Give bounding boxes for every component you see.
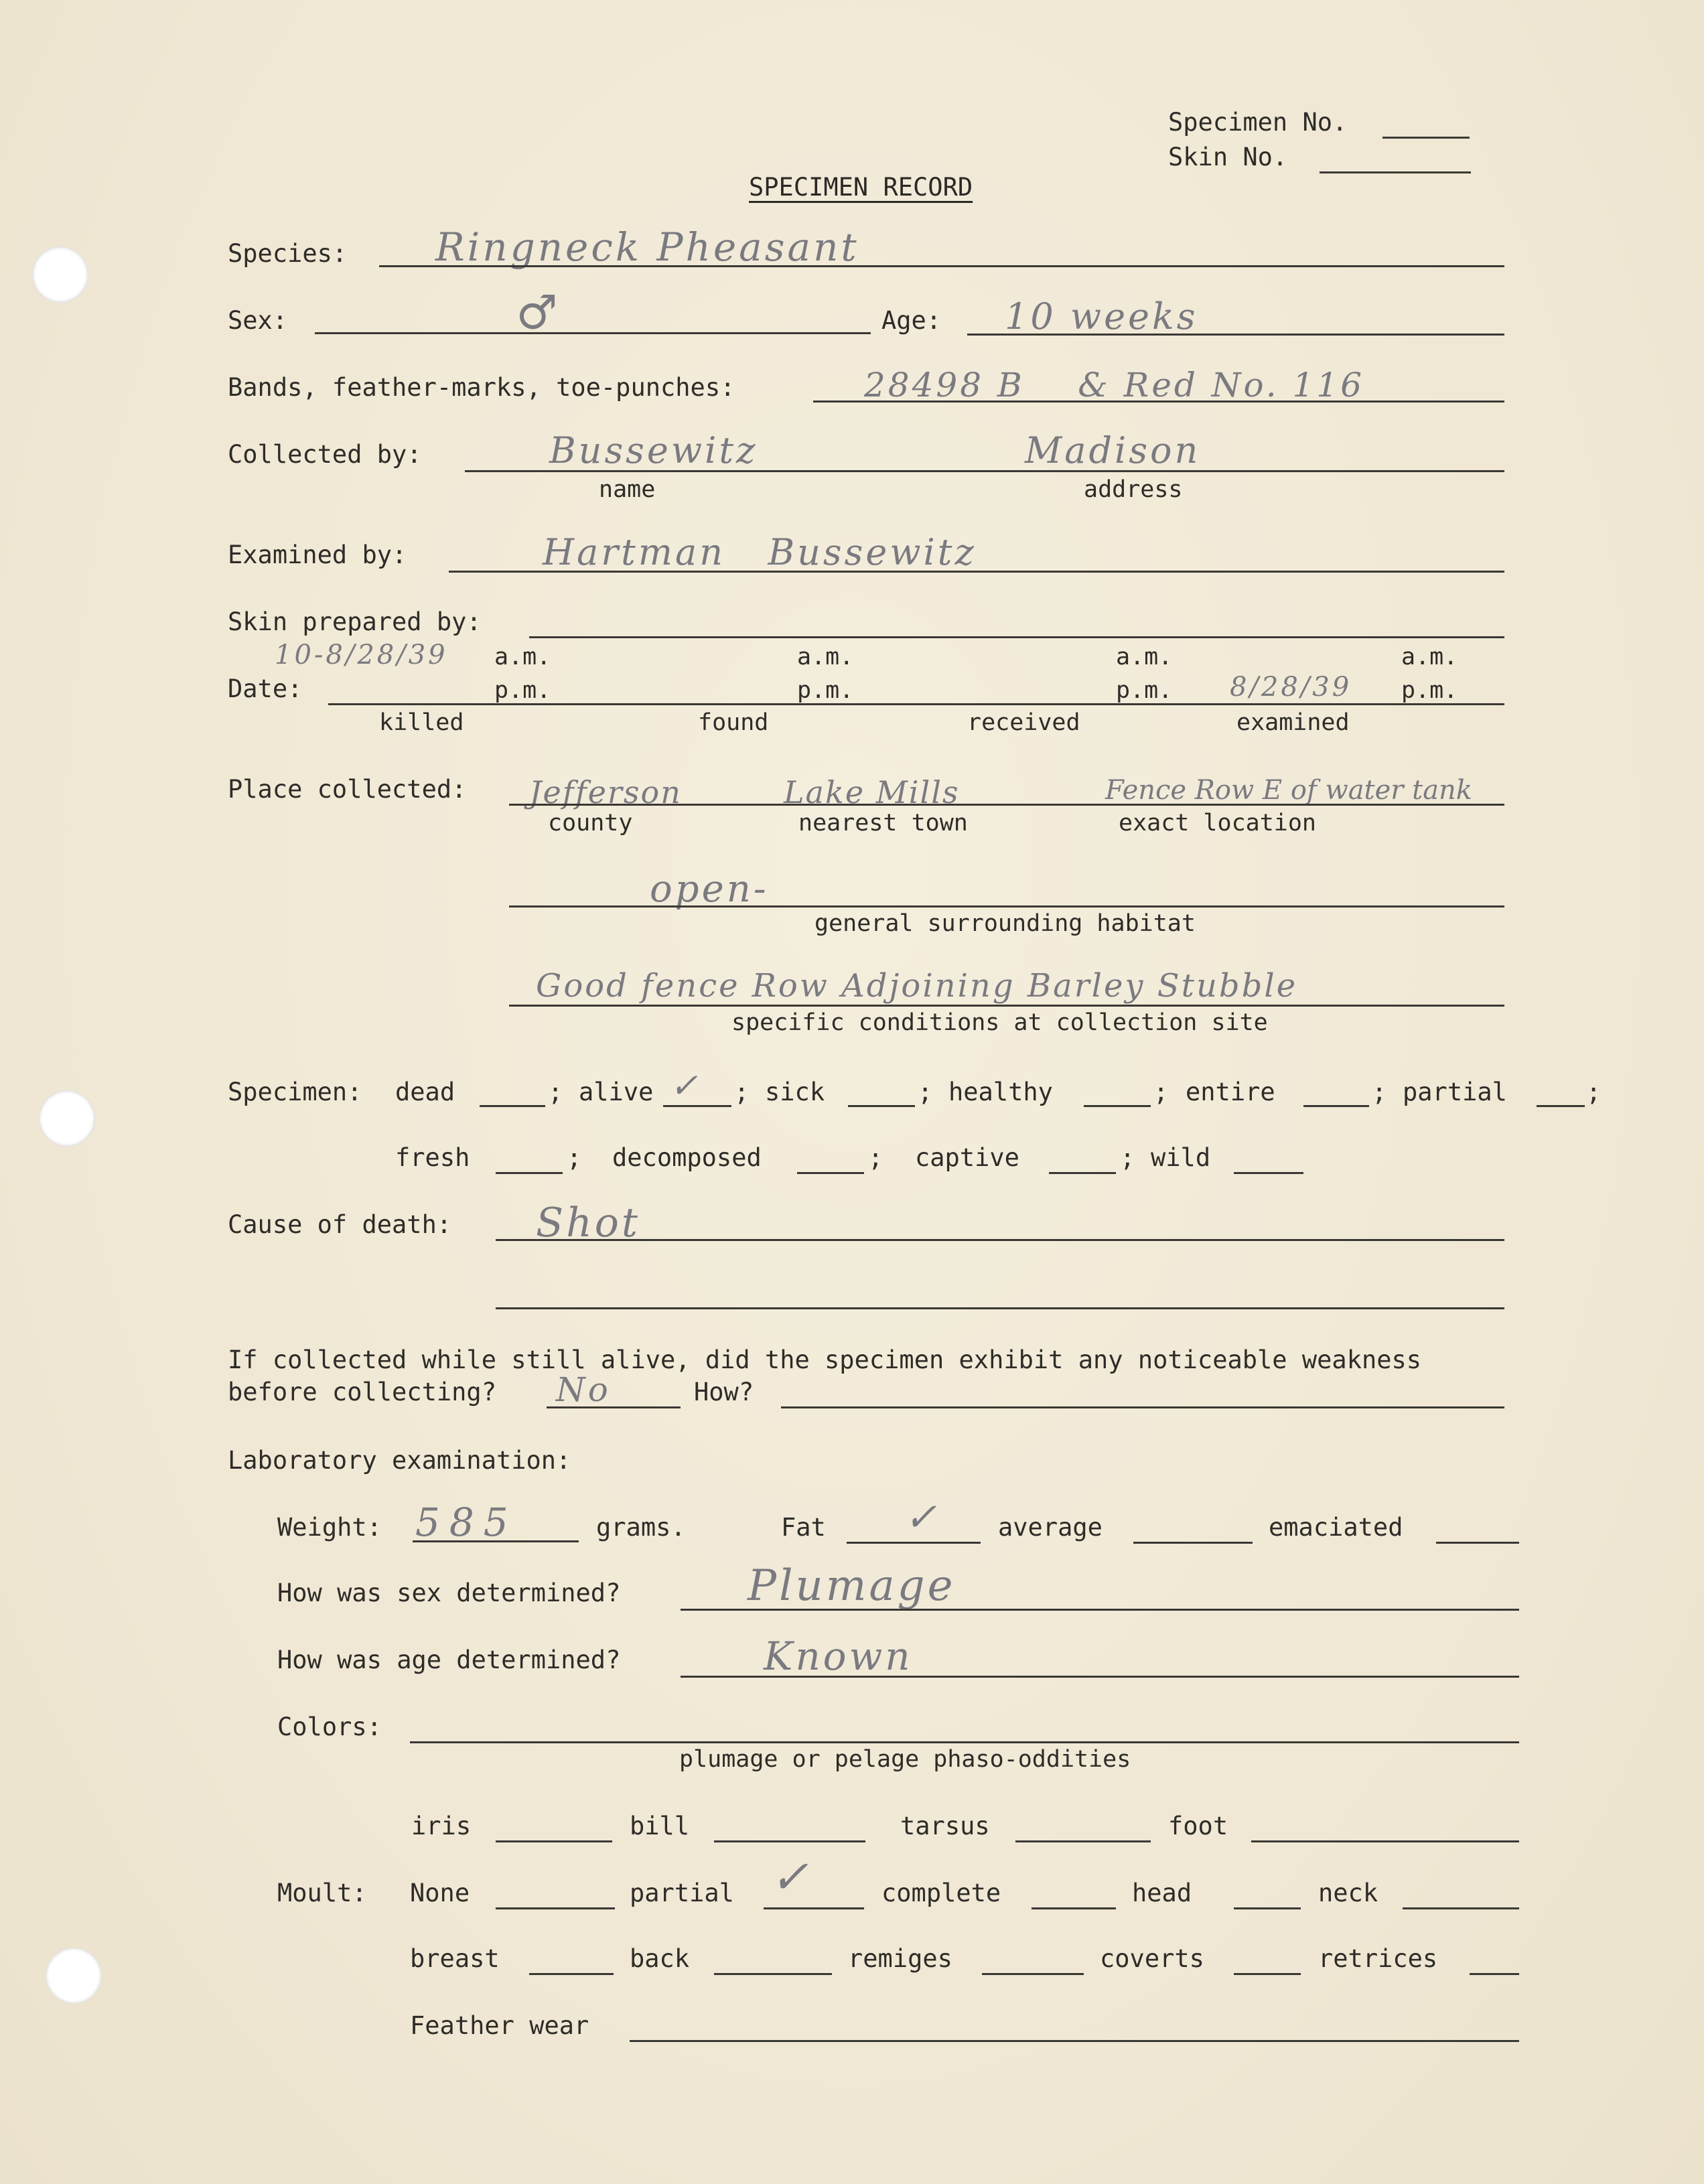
collected-by-address: Madison (1025, 429, 1201, 471)
bands-value: 28498 B & Red No. 116 (864, 366, 1365, 405)
skin-prepared-field[interactable] (529, 636, 1504, 638)
date-label: Date: (228, 674, 303, 703)
name-caption: name (599, 476, 656, 503)
am-4: a.m. (1401, 644, 1458, 670)
colors-label: Colors: (277, 1713, 382, 1741)
age-determined-field[interactable] (681, 1676, 1519, 1678)
moult-coverts-label: coverts (1100, 1944, 1204, 1973)
moult-none-field[interactable] (496, 1907, 615, 1909)
sep-3: ; (918, 1078, 933, 1106)
sep-4: ; (1153, 1078, 1169, 1106)
healthy-label: healthy (948, 1078, 1053, 1106)
emaciated-field[interactable] (1436, 1542, 1519, 1544)
conditions-field[interactable] (509, 1005, 1504, 1007)
skin-no-label: Skin No. (1168, 143, 1288, 171)
sex-label: Sex: (228, 306, 288, 335)
fat-mark: ✓ (904, 1494, 940, 1540)
weakness-answer: No (556, 1370, 611, 1409)
wild-label: wild (1151, 1143, 1211, 1172)
feather-wear-label: Feather wear (410, 2011, 589, 2040)
moult-neck-field[interactable] (1403, 1907, 1519, 1909)
species-field[interactable] (379, 265, 1504, 267)
decomposed-field[interactable] (797, 1172, 864, 1174)
killed-caption: killed (379, 709, 464, 736)
weakness-question-1: If collected while still alive, did the specimen exhibit any noticeable weakness (228, 1345, 1422, 1374)
moult-none-label: None (410, 1879, 470, 1907)
grams-label: grams. (596, 1513, 686, 1542)
sick-label: sick (765, 1078, 825, 1106)
collected-by-field[interactable] (465, 470, 1504, 472)
specimen-label: Specimen: (228, 1078, 362, 1106)
examined-by-value: Hartman Bussewitz (543, 531, 977, 573)
how-label: How? (694, 1378, 754, 1406)
average-label: average (998, 1513, 1103, 1542)
found-caption: found (698, 709, 769, 736)
moult-coverts-field[interactable] (1234, 1973, 1301, 1975)
sex-determined-answer: Plumage (748, 1561, 956, 1611)
sep-6: ; (1586, 1078, 1602, 1106)
sep-8: ; (868, 1143, 883, 1172)
punch-hole-top (32, 246, 88, 303)
specimen-no-field[interactable] (1382, 137, 1470, 139)
place-town: Lake Mills (784, 774, 960, 810)
bill-field[interactable] (714, 1840, 865, 1842)
bands-field[interactable] (813, 401, 1504, 403)
decomposed-label: decomposed (612, 1143, 762, 1172)
place-field[interactable] (509, 804, 1504, 806)
colors-field[interactable] (410, 1741, 1519, 1743)
iris-field[interactable] (496, 1840, 612, 1842)
moult-neck-label: neck (1318, 1879, 1378, 1907)
lab-heading: Laboratory examination: (228, 1446, 571, 1475)
skin-no-field[interactable] (1320, 171, 1471, 173)
weight-label: Weight: (277, 1513, 382, 1542)
weakness-answer-field[interactable] (547, 1406, 681, 1408)
sex-field[interactable] (315, 332, 871, 334)
examined-caption: examined (1236, 709, 1350, 736)
received-caption: received (967, 709, 1080, 736)
sep-2: ; (734, 1078, 750, 1106)
species-label: Species: (228, 239, 348, 268)
moult-head-label: head (1132, 1879, 1192, 1907)
foot-field[interactable] (1251, 1840, 1519, 1842)
sep-1: ; (548, 1078, 563, 1106)
habitat-field[interactable] (509, 905, 1504, 907)
pm-3: p.m. (1116, 677, 1173, 704)
moult-complete-label: complete (881, 1879, 1001, 1907)
cause-of-death-field[interactable] (496, 1239, 1504, 1241)
age-label: Age: (881, 306, 942, 335)
location-caption: exact location (1119, 810, 1317, 836)
colors-caption: plumage or pelage phaso-oddities (679, 1746, 1131, 1773)
age-field[interactable] (967, 334, 1504, 336)
pm-4: p.m. (1401, 677, 1458, 704)
cause-of-death-label: Cause of death: (228, 1210, 452, 1239)
moult-back-label: back (630, 1944, 690, 1973)
alive-label: alive (579, 1078, 654, 1106)
pm-2: p.m. (797, 677, 854, 704)
skin-prepared-label: Skin prepared by: (228, 607, 482, 636)
healthy-field[interactable] (1084, 1105, 1151, 1107)
weight-value: 585 (415, 1500, 518, 1545)
place-county: Jefferson (529, 774, 682, 810)
county-caption: county (548, 810, 633, 836)
captive-field[interactable] (1049, 1172, 1116, 1174)
weight-field[interactable] (413, 1540, 579, 1542)
iris-label: iris (411, 1812, 472, 1840)
moult-label: Moult: (277, 1879, 367, 1907)
place-collected-label: Place collected: (228, 775, 467, 804)
tarsus-field[interactable] (1015, 1840, 1151, 1842)
fat-label: Fat (781, 1513, 826, 1542)
killed-date-note: 10-8/28/39 (275, 640, 448, 670)
examined-by-field[interactable] (449, 571, 1504, 573)
average-field[interactable] (1133, 1542, 1253, 1544)
moult-partial-mark: ✓ (770, 1851, 811, 1904)
am-2: a.m. (797, 644, 854, 670)
fresh-label: fresh (395, 1143, 470, 1172)
cause-of-death-value: Shot (536, 1199, 640, 1246)
species-value: Ringneck Pheasant (435, 224, 859, 270)
moult-head-field[interactable] (1234, 1907, 1301, 1909)
date-field[interactable] (328, 703, 1504, 705)
sep-9: ; (1120, 1143, 1135, 1172)
partial-label: partial (1403, 1078, 1507, 1106)
tarsus-label: tarsus (900, 1812, 990, 1840)
wild-field[interactable] (1234, 1172, 1303, 1174)
fresh-field[interactable] (496, 1172, 563, 1174)
bill-label: bill (630, 1812, 690, 1840)
alive-mark: ✓ (670, 1066, 701, 1105)
moult-partial-field[interactable] (764, 1907, 864, 1909)
am-1: a.m. (494, 644, 551, 670)
moult-remiges-field[interactable] (982, 1973, 1084, 1975)
age-determined-question: How was age determined? (277, 1646, 621, 1674)
dead-label: dead (395, 1078, 455, 1106)
sep-7: ; (567, 1143, 582, 1172)
alive-field[interactable] (663, 1105, 731, 1107)
habitat-value: open- (650, 867, 769, 911)
specimen-no-label: Specimen No. (1168, 108, 1348, 137)
partial-field[interactable] (1537, 1105, 1585, 1107)
moult-breast-field[interactable] (529, 1973, 614, 1975)
moult-complete-field[interactable] (1032, 1907, 1116, 1909)
how-field[interactable] (781, 1406, 1504, 1408)
moult-back-field[interactable] (714, 1973, 832, 1975)
page-title: SPECIMEN RECORD (749, 173, 973, 202)
dead-field[interactable] (480, 1105, 545, 1107)
emaciated-label: emaciated (1269, 1513, 1403, 1542)
weakness-question-2: before collecting? (228, 1378, 496, 1406)
am-3: a.m. (1116, 644, 1173, 670)
examined-date-value: 8/28/39 (1230, 672, 1352, 703)
moult-partial-label: partial (630, 1879, 734, 1907)
moult-remiges-label: remiges (848, 1944, 952, 1973)
sep-5: ; (1372, 1078, 1387, 1106)
sick-field[interactable] (848, 1105, 915, 1107)
entire-label: entire (1186, 1078, 1275, 1106)
cause-of-death-field-2[interactable] (496, 1307, 1504, 1309)
punch-hole-middle (39, 1090, 95, 1147)
address-caption: address (1084, 476, 1183, 503)
town-caption: nearest town (798, 810, 968, 836)
sex-determined-field[interactable] (681, 1609, 1519, 1611)
sex-determined-question: How was sex determined? (277, 1579, 621, 1607)
captive-label: captive (915, 1143, 1019, 1172)
moult-retrices-field[interactable] (1470, 1973, 1519, 1975)
bands-label: Bands, feather-marks, toe-punches: (228, 373, 735, 402)
sex-value: ♂ (516, 285, 561, 340)
conditions-caption: specific conditions at collection site (731, 1009, 1268, 1036)
foot-label: foot (1168, 1812, 1228, 1840)
fat-field[interactable] (847, 1542, 981, 1544)
examined-by-label: Examined by: (228, 540, 407, 569)
collected-by-label: Collected by: (228, 440, 422, 469)
age-determined-answer: Known (764, 1633, 913, 1679)
punch-hole-bottom (46, 1948, 102, 2004)
place-location: Fence Row E of water tank (1105, 775, 1473, 806)
collected-by-name: Bussewitz (549, 429, 758, 471)
pm-1: p.m. (494, 677, 551, 704)
conditions-value: Good fence Row Adjoining Barley Stubble (536, 967, 1298, 1005)
moult-retrices-label: retrices (1318, 1944, 1438, 1973)
entire-field[interactable] (1303, 1105, 1369, 1107)
age-value: 10 weeks (1005, 295, 1198, 338)
habitat-caption: general surrounding habitat (814, 910, 1196, 937)
feather-wear-field[interactable] (630, 2040, 1519, 2042)
moult-breast-label: breast (410, 1944, 500, 1973)
